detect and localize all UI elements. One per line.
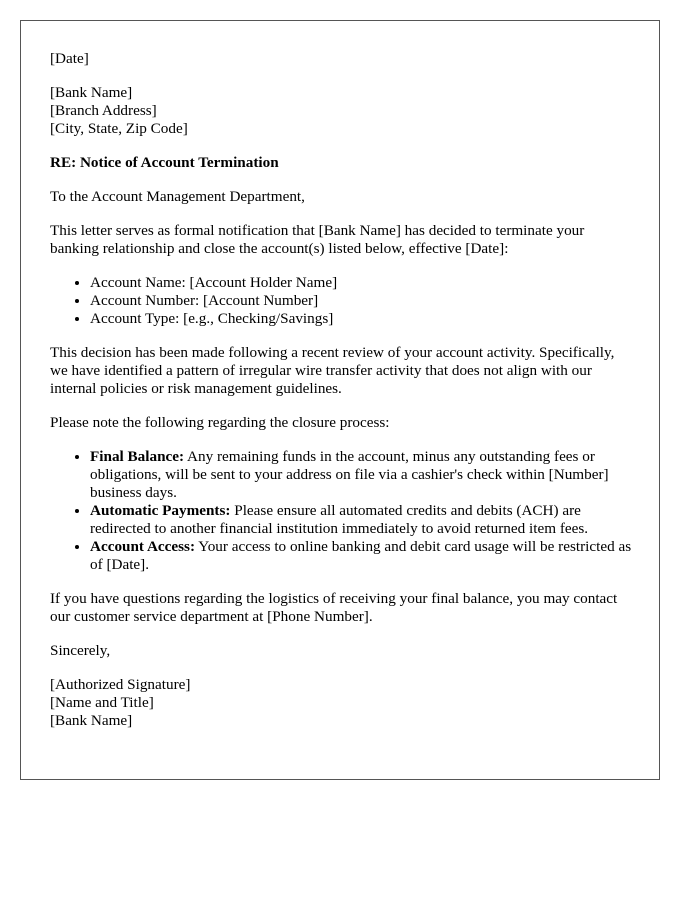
list-item-text: Any remaining funds in the account, minus any outstanding fees or obligations, will be sent to your address on file via a cashier's check within [Number] business days. bbox=[90, 448, 609, 501]
letter-body bbox=[50, 50, 635, 746]
recipient-city-state-zip: [City, State, Zip Code] bbox=[50, 120, 188, 137]
questions-paragraph: If you have questions regarding the logistics of receiving your final balance, you may contact our customer service department at [Phone Number]. bbox=[50, 590, 618, 625]
list-item-text: Please ensure all automated credits and debits (ACH) are redirected to another financial institution immediately to avoid returned item fees. bbox=[90, 502, 589, 537]
list-item-term: Final Balance: bbox=[90, 448, 185, 465]
list-item-term: Account Access: bbox=[90, 538, 196, 555]
reason-paragraph: This decision has been made following a recent review of your account activity. Specifically, we have identified a pattern of irregular wire transfer activity that does not align with our internal policies or risk management guidelines. bbox=[50, 344, 615, 397]
closure-intro: Please note the following regarding the closure process: bbox=[50, 414, 390, 431]
letter-subject: RE: Notice of Account Termination bbox=[50, 154, 279, 171]
list-item: • Account Name: [Account Holder Name] bbox=[90, 274, 635, 292]
list-item-text: Your access to online banking and debit card usage will be restricted as of [Date]. bbox=[90, 538, 632, 573]
recipient-branch-address: [Branch Address] bbox=[50, 102, 157, 119]
date-block bbox=[50, 50, 635, 68]
recipient-bank-name: [Bank Name] bbox=[50, 84, 133, 101]
letter-salutation: To the Account Management Department, bbox=[50, 188, 305, 205]
list-item bbox=[90, 502, 635, 538]
list-item: • Account Type: [e.g., Checking/Savings] bbox=[90, 310, 635, 328]
letter-date: [Date] bbox=[50, 50, 89, 67]
list-item bbox=[90, 538, 635, 574]
intro-paragraph: This letter serves as formal notification that [Bank Name] has decided to terminate your banking relationship and close the account(s) listed below, effective [Date]: bbox=[50, 222, 585, 257]
signer-name-title: [Name and Title] bbox=[50, 694, 154, 711]
signature-block bbox=[50, 676, 635, 730]
recipient-address bbox=[50, 84, 635, 138]
letter-closing: Sincerely, bbox=[50, 642, 111, 659]
authorized-signature: [Authorized Signature] bbox=[50, 676, 191, 693]
list-item-term: Automatic Payments: bbox=[90, 502, 231, 519]
list-item bbox=[90, 448, 635, 502]
letter-page bbox=[20, 20, 660, 780]
list-item: • Account Number: [Account Number] bbox=[90, 292, 635, 310]
account-details-list bbox=[50, 274, 635, 328]
closure-process-list bbox=[50, 448, 635, 574]
signer-bank-name: [Bank Name] bbox=[50, 712, 133, 729]
